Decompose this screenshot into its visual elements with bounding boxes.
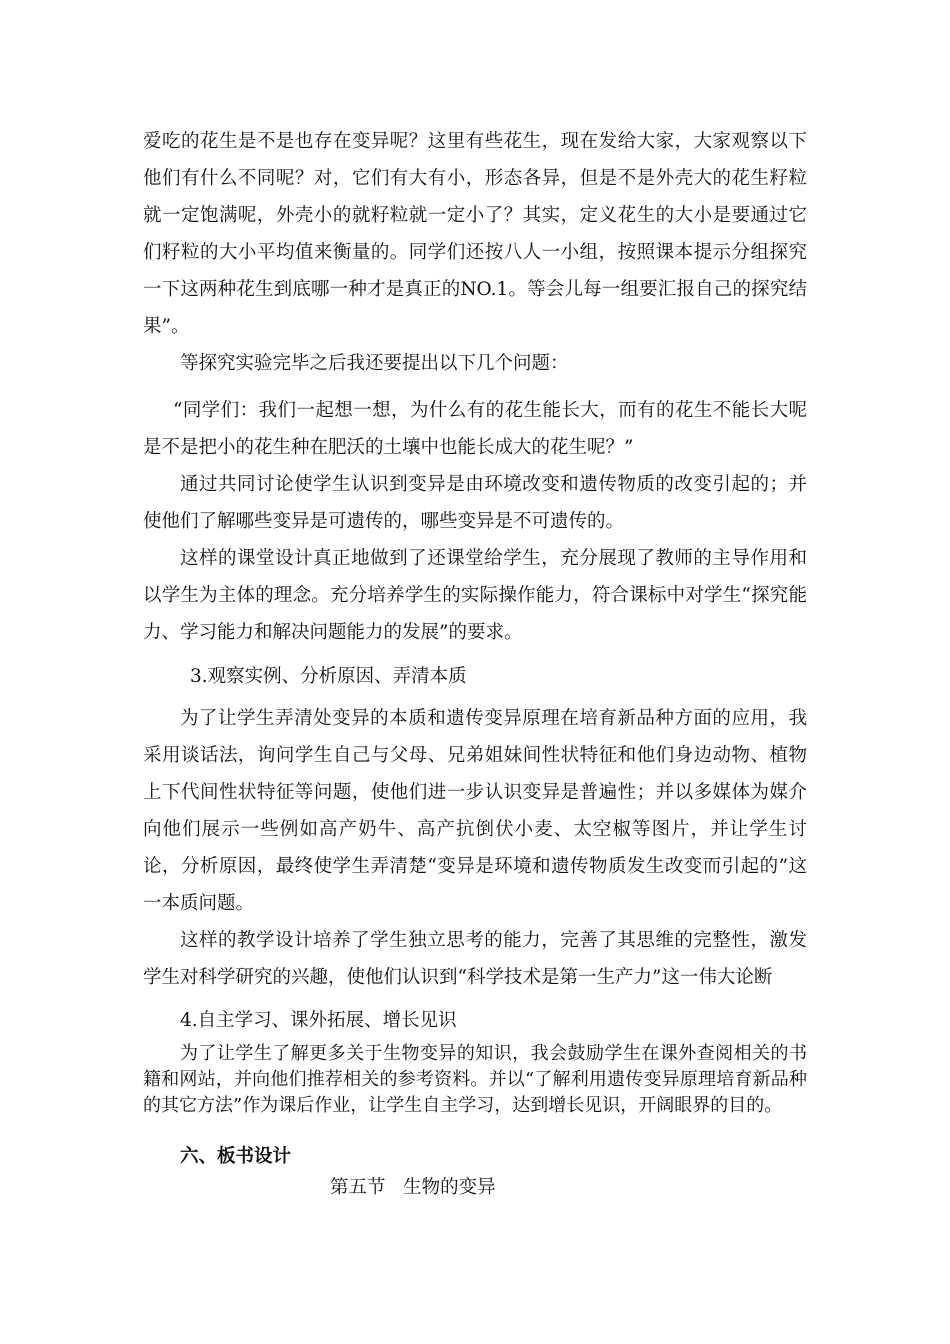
paragraph-student-question: “同学们：我们一起想一想，为什么有的花生能长大，而有的花生不能长大呢是不是把小的花生种在肥沃的土壤中也能长成大的花生呢？”: [143, 400, 807, 458]
paragraph-self-study: 为了让学生了解更多关于生物变异的知识，我会鼓励学生在课外查阅相关的书籍和网站，并向他们推荐相关的参考资料。并以“了解利用遗传变异原理培育新品种的其它方法”作为课后作业，让学生自主学习，达到增长见识，开阔眼界的目的。: [143, 1043, 807, 1116]
paragraph-discussion: 通过共同讨论使学生认识到变异是由环境改变和遗传物质的改变引起的；并使他们了解哪些变异是可遗传的，哪些变异是不可遗传的。: [143, 474, 807, 532]
section-heading-6: 六、板书设计: [180, 1146, 292, 1167]
paragraph-questions-intro: 等探究实验完毕之后我还要提出以下几个问题：: [180, 353, 569, 374]
section-heading-3: 3.观察实例、分析原因、弄清本质: [190, 666, 467, 687]
board-design-title: 第五节 生物的变异: [330, 1177, 496, 1198]
paragraph-peanut-inquiry: 爱吃的花生是不是也存在变异呢？这里有些花生，现在发给大家，大家观察以下他们有什么不同呢？对，它们有大有小，形态各异，但是不是外壳大的花生籽粒就一定饱满呢，外壳小的就籽粒就一定小了？其实，定义花生的大小是要通过它们籽粒的大小平均值来衡量的。同学们还按八人一小组，按照课本提示分组探究一下这两种花生到底哪一种才是真正的NO.1。等会儿每一组要汇报自己的探究结果”。: [143, 131, 807, 337]
paragraph-classroom-design: 这样的课堂设计真正地做到了还课堂给学生，充分展现了教师的主导作用和以学生为主体的理念。充分培养学生的实际操作能力，符合课标中对学生“探究能力、学习能力和解决问题能力的发展”的要求。: [143, 548, 807, 643]
paragraph-teaching-design: 这样的教学设计培养了学生独立思考的能力，完善了其思维的完整性，激发学生对科学研究的兴趣，使他们认识到“科学技术是第一生产力”这一伟大论断: [143, 930, 807, 988]
section-heading-4: 4.自主学习、课外拓展、增长见识: [180, 1010, 457, 1031]
paragraph-variation-essence: 为了让学生弄清处变异的本质和遗传变异原理在培育新品种方面的应用，我采用谈话法，询问学生自己与父母、兄弟姐妹间性状特征和他们身边动物、植物上下代间性状特征等问题，使他们进一步认识变异是普遍性；并以多媒体为媒介向他们展示一些例如高产奶牛、高产抗倒伏小麦、太空椒等图片，并让学生讨论，分析原因，最终使学生弄清楚“变异是环境和遗传物质发生改变而引起的”这一本质问题。: [143, 708, 807, 914]
